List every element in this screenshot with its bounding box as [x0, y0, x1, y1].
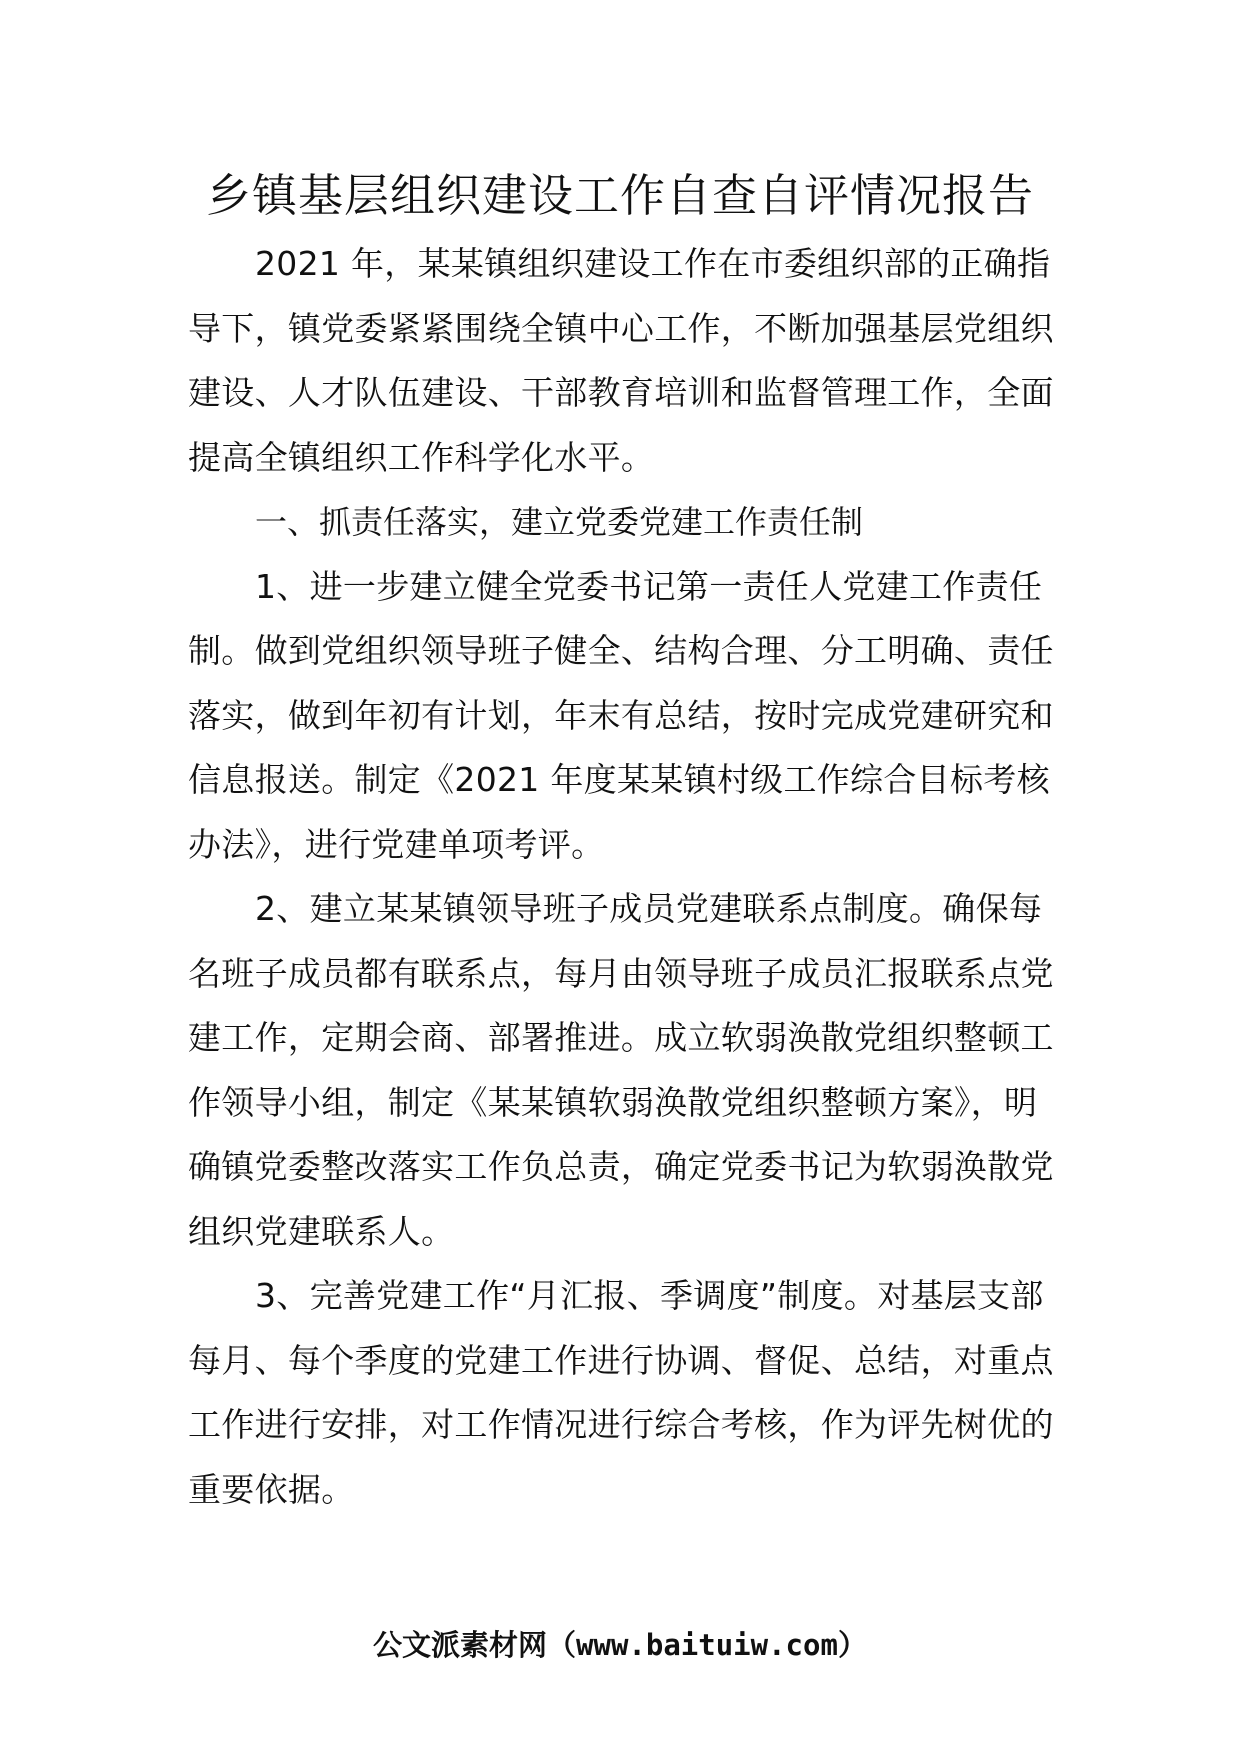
footer-watermark: 公文派素材网（www.baituiw.com） [373, 1628, 867, 1662]
item-paragraph-2: 2、建立某某镇领导班子成员党建联系点制度。确保每名班子成员都有联系点，每月由领导班子成员汇报联系点党建工作，定期会商、部署推进。成立软弱涣散党组织整顿工作领导小组，制定《某某镇软弱涣散党组织整顿方案》，明确镇党委整改落实工作负总责，确定党委书记为软弱涣散党组织党建联系人。 [188, 889, 1054, 1251]
section-heading: 一、抓责任落实，建立党委党建工作责任制 [255, 503, 864, 541]
item-paragraph-3: 3、完善党建工作“月汇报、季调度”制度。对基层支部每月、每个季度的党建工作进行协调、督促、总结，对重点工作进行安排，对工作情况进行综合考核，作为评先树优的重要依据。 [188, 1276, 1054, 1509]
document-body [188, 232, 1058, 1522]
document-title: 乡镇基层组织建设工作自查自评情况报告 [205, 169, 1034, 222]
item-paragraph-1: 1、进一步建立健全党委书记第一责任人党建工作责任制。做到党组织领导班子健全、结构合理、分工明确、责任落实，做到年初有计划，年末有总结，按时完成党建研究和信息报送。制定《2021 年度某某镇村级工作综合目标考核办法》，进行党建单项考评。 [188, 566, 1054, 864]
intro-paragraph: 2021 年，某某镇组织建设工作在市委组织部的正确指导下，镇党委紧紧围绕全镇中心工作，不断加强基层党组织建设、人才队伍建设、干部教育培训和监督管理工作，全面提高全镇组织工作科学化水平。 [188, 244, 1054, 477]
